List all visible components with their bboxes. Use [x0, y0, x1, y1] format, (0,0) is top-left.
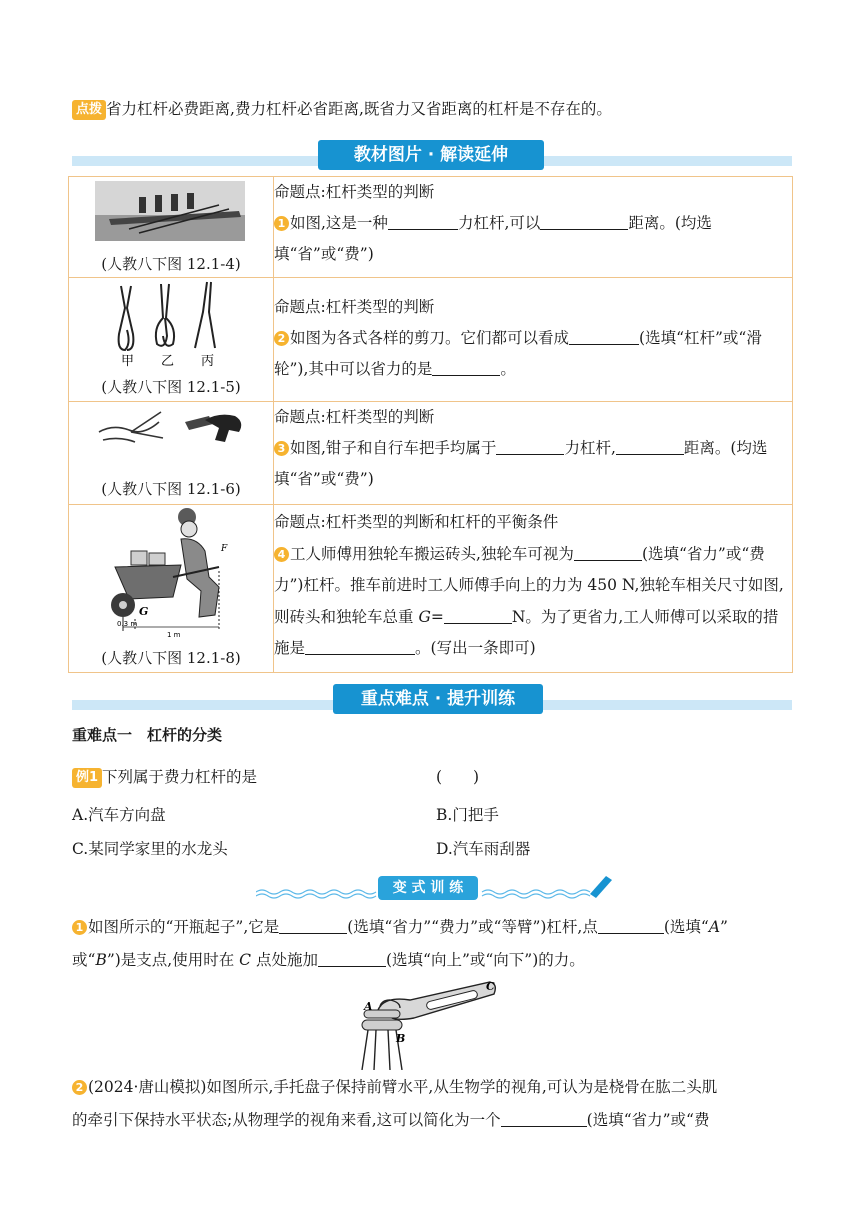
figure-caption: (人教八下图 12.1-8) — [101, 649, 241, 667]
figure-caption: (人教八下图 12.1-4) — [101, 255, 241, 273]
question-text — [274, 433, 792, 495]
question-part: 点处施加 — [251, 951, 318, 969]
rowing-boat-image — [69, 177, 273, 241]
answer-blank[interactable] — [432, 361, 500, 376]
section-title-key-difficult: 重点难点 · 提升训练 — [333, 684, 543, 714]
table-row — [69, 505, 793, 673]
question-cell — [274, 177, 793, 278]
answer-blank[interactable] — [305, 640, 415, 655]
answer-blank[interactable] — [574, 546, 642, 561]
question-part: (选填“杠杆”或“滑轮”),其中可以省力的是 — [274, 329, 762, 378]
topic-label: 命题点:杠杆类型的判断和杠杆的平衡条件 — [274, 513, 559, 531]
q1-line2 — [72, 949, 585, 971]
example-question — [72, 766, 257, 788]
q2-line1 — [72, 1076, 717, 1098]
answer-paren: ( ) — [436, 768, 480, 786]
figure-cell-rowing — [69, 177, 274, 278]
question-part: ” — [720, 918, 728, 936]
textbook-figure-table — [68, 176, 793, 673]
figure-label-a: A — [364, 1000, 373, 1013]
question-number: 2 — [274, 331, 289, 346]
topic-label: 命题点:杠杆类型的判断 — [274, 408, 435, 426]
figure-label-g: G — [139, 605, 149, 618]
figure-label-b: B — [396, 1032, 406, 1045]
question-number: 4 — [274, 547, 289, 562]
question-part: 。(写出一条即可) — [415, 639, 536, 657]
question-cell — [274, 505, 793, 673]
answer-blank[interactable] — [279, 919, 347, 934]
answer-blank[interactable] — [318, 952, 386, 967]
question-number: 1 — [72, 920, 87, 935]
answer-blank[interactable] — [496, 440, 564, 455]
figure-label-c: C — [486, 980, 495, 993]
example-question-text: 下列属于费力杠杆的是 — [102, 768, 258, 786]
question-variable: G — [418, 607, 431, 626]
question-part: 力杠杆,可以 — [457, 214, 541, 232]
question-part: (2024·唐山模拟)如图所示,手托盘子保持前臂水平,从生物学的视角,可认为是桡骨在肱二头肌 — [88, 1078, 718, 1096]
key-point-heading: 重难点一 杠杆的分类 — [72, 726, 223, 744]
answer-blank[interactable] — [501, 1112, 587, 1127]
question-part: 距离。(均选填“省”或“费”) — [274, 214, 712, 263]
question-variable: A — [708, 918, 721, 936]
figure-cell-scissors — [69, 278, 274, 402]
question-cell — [274, 278, 793, 402]
option-a[interactable]: A.汽车方向盘 — [72, 806, 166, 824]
q2-line2 — [72, 1109, 709, 1131]
answer-blank[interactable] — [569, 330, 639, 345]
question-part: 。 — [500, 360, 516, 378]
question-text — [274, 539, 792, 665]
question-part: N。为了更省力,工人师傅可以采取的措施是 — [274, 607, 779, 657]
question-part: (选填“省力”或“费力”)杠杆。推车前进时工人师傅手向上的力为 450 N,独轮车相关尺寸如图,则砖头和独轮车总重 — [274, 544, 784, 626]
question-part: (选填“省力”或“费 — [586, 1111, 710, 1129]
tip-line — [72, 98, 612, 120]
question-part: 或“ — [72, 951, 96, 969]
topic-label: 命题点:杠杆类型的判断 — [274, 183, 435, 201]
question-part: 工人师傅用独轮车搬运砖头,独轮车可视为 — [290, 544, 574, 563]
answer-blank[interactable] — [388, 215, 458, 230]
question-text — [274, 323, 792, 385]
table-row — [69, 177, 793, 278]
answer-blank[interactable] — [540, 215, 628, 230]
question-part: (选填“省力”“费力”或“等臂”)杠杆,点 — [347, 918, 598, 936]
figure-label-f: F — [221, 544, 228, 554]
scissors-image — [69, 278, 273, 370]
figure-caption: (人教八下图 12.1-6) — [101, 480, 241, 498]
question-number: 2 — [72, 1080, 87, 1095]
question-part: ”)是支点,使用时在 — [106, 951, 240, 969]
question-text — [274, 208, 792, 270]
example-badge: 例1 — [72, 768, 102, 788]
question-cell — [274, 402, 793, 505]
question-part: 的牵引下保持水平状态;从物理学的视角来看,这可以简化为一个 — [72, 1111, 501, 1129]
option-c[interactable]: C.某同学家里的水龙头 — [72, 840, 228, 858]
question-part: 距离。(均选填“省”或“费”) — [274, 439, 768, 488]
figure-label-yi: 乙 — [161, 354, 175, 369]
answer-blank[interactable] — [598, 919, 664, 934]
question-part: 如图,这是一种 — [290, 214, 388, 232]
answer-blank[interactable] — [616, 440, 684, 455]
question-number: 1 — [274, 216, 289, 231]
wheelbarrow-worker-image — [69, 507, 273, 639]
question-part: = — [430, 607, 444, 626]
topic-label: 命题点:杠杆类型的判断 — [274, 298, 435, 316]
pliers-and-handle-image — [69, 402, 273, 462]
figure-label-distance-short: 0.3 m — [117, 620, 138, 628]
option-d[interactable]: D.汽车雨刮器 — [436, 840, 531, 858]
question-part: 如图为各式各样的剪刀。它们都可以看成 — [290, 329, 570, 347]
section-title-textbook: 教材图片 · 解读延伸 — [318, 140, 544, 170]
table-row — [69, 402, 793, 505]
figure-label-distance-long: 1 m — [167, 631, 181, 639]
figure-label-bing: 丙 — [201, 354, 215, 369]
option-b[interactable]: B.门把手 — [436, 806, 499, 824]
tip-text: 省力杠杆必费距离,费力杠杆必省距离,既省力又省距离的杠杆是不存在的。 — [106, 100, 612, 118]
figure-cell-pliers — [69, 402, 274, 505]
question-part: (选填“ — [663, 918, 709, 936]
question-part: 如图所示的“开瓶起子”,它是 — [88, 918, 280, 936]
table-row — [69, 278, 793, 402]
question-number: 3 — [274, 441, 289, 456]
question-variable: B — [95, 951, 107, 969]
question-variable: C — [239, 951, 252, 969]
bottle-opener-image — [356, 978, 506, 1070]
question-part: 如图,钳子和自行车把手均属于 — [290, 439, 497, 457]
answer-blank[interactable] — [444, 609, 512, 624]
figure-cell-wheelbarrow — [69, 505, 274, 673]
question-part: (选填“向上”或“向下”)的力。 — [385, 951, 585, 969]
q1-line1 — [72, 916, 728, 938]
tip-badge: 点拨 — [72, 100, 106, 120]
variant-training-title: 变 式 训 练 — [378, 876, 478, 900]
figure-label-jia: 甲 — [121, 354, 135, 369]
figure-caption: (人教八下图 12.1-5) — [101, 378, 241, 396]
question-part: 力杠杆, — [564, 439, 616, 457]
